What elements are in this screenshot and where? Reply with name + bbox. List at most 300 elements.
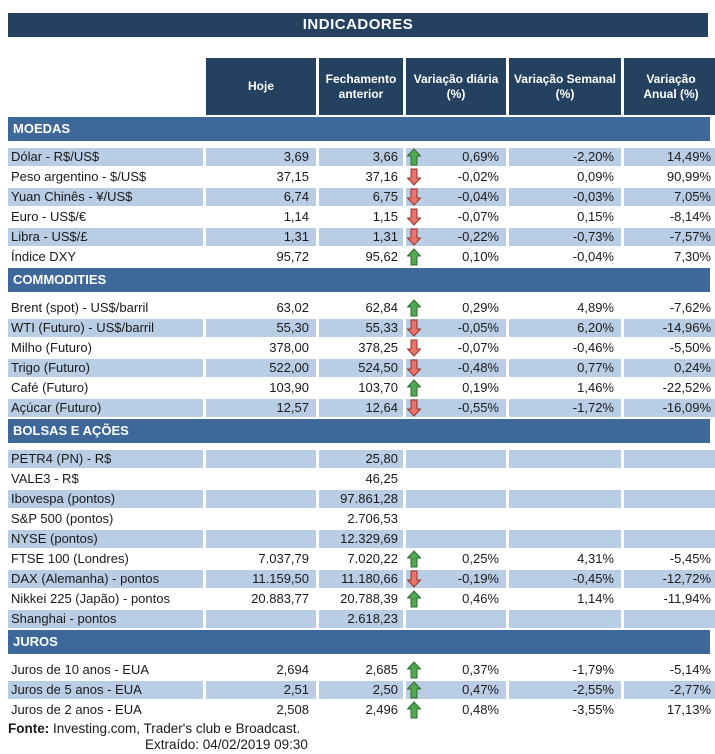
section-header-bolsas-e-acoes: BOLSAS E AÇÕES <box>8 419 710 443</box>
cell-value: 46,25 <box>365 471 398 486</box>
down-arrow-icon <box>407 399 421 417</box>
cell-hoje <box>206 228 316 246</box>
column-header-line1: Hoje <box>247 79 274 93</box>
column-header-fechamento-anterior <box>319 58 403 115</box>
cell-semanal <box>509 550 621 568</box>
cell-value: -0,46% <box>572 340 614 355</box>
up-arrow-icon <box>407 550 421 568</box>
cell-value: 378,00 <box>269 340 309 355</box>
table-body <box>8 117 715 719</box>
cell-value: -5,50% <box>669 340 711 355</box>
down-arrow-icon <box>407 168 421 186</box>
cell-hoje <box>206 610 316 628</box>
cell-semanal <box>509 339 621 357</box>
section-header-commodities: COMMODITIES <box>8 268 710 292</box>
cell-value: 7,30% <box>674 249 711 264</box>
cell-value: -0,03% <box>572 189 614 204</box>
cell-anual <box>624 379 715 397</box>
cell-value: 0,24% <box>674 360 711 375</box>
cell-label: Trigo (Futuro) <box>8 359 203 377</box>
cell-fechamento <box>319 570 403 588</box>
table-row <box>8 208 715 226</box>
cell-value: -0,04% <box>457 189 499 204</box>
cell-value: 1,14% <box>577 591 614 606</box>
cell-semanal <box>509 228 621 246</box>
cell-value: 378,25 <box>358 340 398 355</box>
cell-hoje <box>206 188 316 206</box>
cell-diaria <box>406 610 506 628</box>
column-header-line2: (%) <box>555 86 575 101</box>
up-arrow-icon <box>407 661 421 679</box>
cell-value: 0,48% <box>462 702 499 717</box>
cell-fechamento <box>319 299 403 317</box>
cell-value: 14,49% <box>666 149 711 164</box>
cell-value: 0,19% <box>462 380 499 395</box>
cell-anual <box>624 590 715 608</box>
table-row <box>8 530 715 548</box>
cell-diaria <box>406 228 506 246</box>
cell-label: PETR4 (PN) - R$ <box>8 450 203 468</box>
cell-diaria <box>406 339 506 357</box>
cell-fechamento <box>319 359 403 377</box>
table-footer <box>8 721 715 752</box>
cell-value: -11,94% <box>663 591 711 606</box>
table-row <box>8 470 715 488</box>
table-row <box>8 399 715 417</box>
cell-value: 6,75 <box>372 189 398 204</box>
cell-anual <box>624 570 715 588</box>
cell-value: 3,69 <box>283 149 309 164</box>
cell-fechamento <box>319 339 403 357</box>
cell-value: 37,16 <box>365 169 398 184</box>
extraction-timestamp <box>8 737 715 752</box>
extraction-label: Extraído: <box>145 737 200 752</box>
cell-value: 2.618,23 <box>347 611 398 626</box>
up-arrow-icon <box>407 148 421 166</box>
cell-anual <box>624 148 715 166</box>
cell-value: -0,48% <box>457 360 499 375</box>
cell-hoje <box>206 661 316 679</box>
cell-value: 20.883,77 <box>251 591 309 606</box>
cell-fechamento <box>319 319 403 337</box>
cell-value: 2,51 <box>283 682 309 697</box>
cell-semanal <box>509 168 621 186</box>
cell-hoje <box>206 248 316 266</box>
cell-value: 4,89% <box>577 300 614 315</box>
cell-value: -0,07% <box>457 340 499 355</box>
cell-semanal <box>509 188 621 206</box>
column-header-line1: Fechamento <box>325 71 397 86</box>
cell-diaria <box>406 661 506 679</box>
cell-value: -0,45% <box>572 571 614 586</box>
table-row <box>8 148 715 166</box>
cell-value: -1,79% <box>572 662 614 677</box>
cell-diaria <box>406 470 506 488</box>
cell-value: 12,57 <box>276 400 309 415</box>
up-arrow-icon <box>407 379 421 397</box>
cell-value: 0,37% <box>462 662 499 677</box>
cell-value: 7.020,22 <box>347 551 398 566</box>
cell-value: -1,72% <box>572 400 614 415</box>
cell-fechamento <box>319 399 403 417</box>
cell-anual <box>624 450 715 468</box>
cell-diaria <box>406 590 506 608</box>
cell-anual <box>624 248 715 266</box>
cell-hoje <box>206 570 316 588</box>
cell-value: -0,22% <box>457 229 499 244</box>
cell-label: Euro - US$/€ <box>11 209 87 224</box>
cell-hoje <box>206 148 316 166</box>
cell-label: Brent (spot) - US$/barril <box>11 300 149 315</box>
cell-value: 2,508 <box>276 702 309 717</box>
cell-semanal <box>509 208 621 226</box>
cell-value: -12,72% <box>662 571 711 586</box>
cell-anual <box>624 359 715 377</box>
cell-value: 95,72 <box>276 249 309 264</box>
cell-semanal <box>509 701 621 719</box>
cell-diaria <box>406 359 506 377</box>
cell-label: S&P 500 (pontos) <box>11 511 114 526</box>
cell-semanal <box>509 470 621 488</box>
cell-fechamento <box>319 148 403 166</box>
cell-semanal <box>509 661 621 679</box>
cell-semanal <box>509 510 621 528</box>
cell-hoje <box>206 168 316 186</box>
table-row <box>8 359 715 377</box>
cell-anual <box>624 530 715 548</box>
cell-value: -22,52% <box>662 380 711 395</box>
down-arrow-icon <box>407 339 421 357</box>
cell-anual <box>624 168 715 186</box>
cell-value: -14,96% <box>662 320 711 335</box>
cell-label: Milho (Futuro) <box>11 340 92 355</box>
cell-label: Juros de 2 anos - EUA <box>11 702 142 717</box>
cell-value: 37,15 <box>276 169 309 184</box>
cell-value: 17,13% <box>666 702 711 717</box>
cell-label: FTSE 100 (Londres) <box>11 551 129 566</box>
cell-value: 2,685 <box>365 662 398 677</box>
cell-value: 103,70 <box>358 380 398 395</box>
cell-semanal <box>509 399 621 417</box>
cell-diaria <box>406 450 506 468</box>
cell-value: -2,55% <box>572 682 614 697</box>
cell-value: 2,50 <box>372 682 398 697</box>
cell-hoje <box>206 470 316 488</box>
cell-value: 0,25% <box>462 551 499 566</box>
cell-diaria <box>406 510 506 528</box>
cell-value: 0,10% <box>462 249 499 264</box>
table-row <box>8 188 715 206</box>
cell-hoje <box>206 510 316 528</box>
cell-hoje <box>206 339 316 357</box>
table-row <box>8 701 715 719</box>
source-note <box>8 721 715 736</box>
cell-anual <box>624 510 715 528</box>
up-arrow-icon <box>407 590 421 608</box>
cell-value: 55,30 <box>276 320 309 335</box>
cell-value: 1,15 <box>372 209 398 224</box>
cell-value: 12,64 <box>365 400 398 415</box>
cell-anual <box>624 681 715 699</box>
cell-fechamento <box>319 188 403 206</box>
cell-value: 63,02 <box>276 300 309 315</box>
cell-value: 11.159,50 <box>252 571 309 586</box>
cell-fechamento <box>319 661 403 679</box>
cell-value: -0,02% <box>457 169 499 184</box>
cell-semanal <box>509 319 621 337</box>
cell-label: VALE3 - R$ <box>11 471 79 486</box>
table-row <box>8 379 715 397</box>
cell-value: 1,31 <box>372 229 398 244</box>
cell-diaria <box>406 299 506 317</box>
cell-anual <box>624 661 715 679</box>
header-spacer <box>8 58 203 115</box>
cell-label: NYSE (pontos) <box>8 530 203 548</box>
table-row <box>8 681 715 699</box>
table-row <box>8 590 715 608</box>
cell-fechamento <box>319 510 403 528</box>
up-arrow-icon <box>407 701 421 719</box>
cell-anual <box>624 208 715 226</box>
page-title: INDICADORES <box>8 13 708 37</box>
cell-value: -8,14% <box>669 209 711 224</box>
cell-diaria <box>406 248 506 266</box>
table-row <box>8 299 715 317</box>
cell-value: -2,20% <box>572 149 614 164</box>
cell-value: 0,29% <box>462 300 499 315</box>
cell-diaria <box>406 399 506 417</box>
cell-semanal <box>509 681 621 699</box>
cell-value: -0,05% <box>457 320 499 335</box>
cell-value: 0,47% <box>462 682 499 697</box>
cell-value: 2.706,53 <box>347 511 398 526</box>
cell-value: 1,14 <box>283 209 309 224</box>
cell-hoje <box>206 299 316 317</box>
cell-semanal <box>509 379 621 397</box>
cell-fechamento <box>319 450 403 468</box>
cell-hoje <box>206 530 316 548</box>
table-row <box>8 319 715 337</box>
column-header-line2: anterior <box>338 86 384 101</box>
section-header-juros: JUROS <box>8 630 710 654</box>
cell-hoje <box>206 319 316 337</box>
cell-semanal <box>509 490 621 508</box>
cell-diaria <box>406 550 506 568</box>
column-header-variacao-anual <box>624 58 715 115</box>
cell-label: Shanghai - pontos <box>8 610 203 628</box>
cell-value: 55,33 <box>365 320 398 335</box>
column-header-line2: (%) <box>446 86 466 101</box>
section-header-moedas: MOEDAS <box>8 117 710 141</box>
cell-fechamento <box>319 168 403 186</box>
down-arrow-icon <box>407 208 421 226</box>
cell-value: -5,45% <box>669 551 711 566</box>
cell-semanal <box>509 610 621 628</box>
cell-label: Ibovespa (pontos) <box>8 490 203 508</box>
cell-value: 25,80 <box>365 451 398 466</box>
cell-fechamento <box>319 208 403 226</box>
cell-fechamento <box>319 701 403 719</box>
cell-value: 524,50 <box>358 360 398 375</box>
cell-value: 2,496 <box>365 702 398 717</box>
table-row <box>8 168 715 186</box>
cell-value: -7,62% <box>669 300 711 315</box>
cell-diaria <box>406 319 506 337</box>
table-row <box>8 550 715 568</box>
cell-label: Nikkei 225 (Japão) - pontos <box>11 591 170 606</box>
cell-value: 12.329,69 <box>340 531 398 546</box>
table-row <box>8 490 715 508</box>
cell-value: -16,09% <box>662 400 711 415</box>
cell-semanal <box>509 248 621 266</box>
cell-value: 0,77% <box>577 360 614 375</box>
table-row <box>8 339 715 357</box>
cell-value: -7,57% <box>669 229 711 244</box>
cell-hoje <box>206 399 316 417</box>
table-row <box>8 661 715 679</box>
column-header-row <box>8 58 715 115</box>
cell-value: 1,31 <box>283 229 309 244</box>
cell-hoje <box>206 379 316 397</box>
cell-hoje <box>206 590 316 608</box>
source-label: Fonte: <box>8 721 50 736</box>
cell-hoje <box>206 681 316 699</box>
cell-semanal <box>509 450 621 468</box>
cell-anual <box>624 701 715 719</box>
table-row <box>8 450 715 468</box>
cell-fechamento <box>319 530 403 548</box>
cell-fechamento <box>319 379 403 397</box>
cell-value: 7.037,79 <box>258 551 309 566</box>
extraction-value: 04/02/2019 09:30 <box>199 737 308 752</box>
cell-hoje <box>206 359 316 377</box>
table-row <box>8 228 715 246</box>
down-arrow-icon <box>407 359 421 377</box>
up-arrow-icon <box>407 681 421 699</box>
cell-diaria <box>406 681 506 699</box>
cell-anual <box>624 319 715 337</box>
cell-value: 1,46% <box>577 380 614 395</box>
cell-value: -0,19% <box>457 571 499 586</box>
column-header-line1: Variação Semanal <box>513 71 617 86</box>
cell-anual <box>624 299 715 317</box>
cell-value: 4,31% <box>577 551 614 566</box>
cell-label: DAX (Alemanha) - pontos <box>8 570 203 588</box>
cell-hoje <box>206 550 316 568</box>
cell-anual <box>624 550 715 568</box>
column-header-line2: Anual (%) <box>643 86 699 101</box>
cell-value: -0,04% <box>572 249 614 264</box>
down-arrow-icon <box>407 228 421 246</box>
cell-value: -5,14% <box>669 662 711 677</box>
cell-value: 2,694 <box>276 662 309 677</box>
cell-value: 7,05% <box>674 189 711 204</box>
down-arrow-icon <box>407 570 421 588</box>
table-row <box>8 570 715 588</box>
cell-semanal <box>509 148 621 166</box>
cell-semanal <box>509 530 621 548</box>
up-arrow-icon <box>407 299 421 317</box>
cell-value: -3,55% <box>572 702 614 717</box>
cell-semanal <box>509 359 621 377</box>
cell-hoje <box>206 450 316 468</box>
cell-value: -0,07% <box>457 209 499 224</box>
cell-diaria <box>406 188 506 206</box>
cell-diaria <box>406 570 506 588</box>
cell-value: 97.861,28 <box>340 491 398 506</box>
cell-label: WTI (Futuro) - US$/barril <box>8 319 203 337</box>
cell-diaria <box>406 490 506 508</box>
down-arrow-icon <box>407 319 421 337</box>
cell-fechamento <box>319 470 403 488</box>
column-header-variacao-diaria <box>406 58 506 115</box>
cell-value: 90,99% <box>666 169 711 184</box>
cell-label: Açúcar (Futuro) <box>8 399 203 417</box>
cell-value: 0,69% <box>462 149 499 164</box>
column-header-line1: Variação diária <box>413 71 499 86</box>
cell-diaria <box>406 379 506 397</box>
cell-value: 11.180,66 <box>341 571 398 586</box>
column-header-variacao-semanal <box>509 58 621 115</box>
cell-semanal <box>509 570 621 588</box>
cell-label: Juros de 5 anos - EUA <box>8 681 203 699</box>
cell-diaria <box>406 208 506 226</box>
cell-semanal <box>509 590 621 608</box>
cell-label: Juros de 10 anos - EUA <box>11 662 150 677</box>
cell-value: -0,55% <box>457 400 499 415</box>
cell-label: Dólar - R$/US$ <box>8 148 203 166</box>
cell-value: 0,09% <box>577 169 614 184</box>
column-header-hoje <box>206 58 316 115</box>
cell-diaria <box>406 530 506 548</box>
cell-label: Peso argentino - $/US$ <box>11 169 147 184</box>
cell-value: 0,46% <box>462 591 499 606</box>
cell-anual <box>624 228 715 246</box>
cell-semanal <box>509 299 621 317</box>
cell-value: 20.788,39 <box>340 591 398 606</box>
cell-anual <box>624 470 715 488</box>
cell-value: -2,77% <box>669 682 711 697</box>
cell-value: -0,73% <box>572 229 614 244</box>
cell-label: Índice DXY <box>11 249 77 264</box>
cell-fechamento <box>319 550 403 568</box>
cell-value: 6,74 <box>283 189 309 204</box>
cell-label: Libra - US$/£ <box>8 228 203 246</box>
column-header-line1: Variação <box>646 71 696 86</box>
cell-value: 95,62 <box>365 249 398 264</box>
cell-value: 0,15% <box>577 209 614 224</box>
cell-value: 3,66 <box>372 149 398 164</box>
cell-label: Yuan Chinês - ¥/US$ <box>8 188 203 206</box>
cell-anual <box>624 188 715 206</box>
cell-value: 62,84 <box>365 300 398 315</box>
cell-hoje <box>206 490 316 508</box>
cell-diaria <box>406 148 506 166</box>
cell-hoje <box>206 208 316 226</box>
cell-value: 103,90 <box>269 380 309 395</box>
cell-diaria <box>406 168 506 186</box>
cell-anual <box>624 610 715 628</box>
cell-anual <box>624 490 715 508</box>
cell-fechamento <box>319 248 403 266</box>
cell-fechamento <box>319 590 403 608</box>
cell-diaria <box>406 701 506 719</box>
cell-anual <box>624 399 715 417</box>
cell-fechamento <box>319 490 403 508</box>
up-arrow-icon <box>407 248 421 266</box>
cell-value: 6,20% <box>577 320 614 335</box>
source-text: Investing.com, Trader's club e Broadcast. <box>49 721 301 736</box>
